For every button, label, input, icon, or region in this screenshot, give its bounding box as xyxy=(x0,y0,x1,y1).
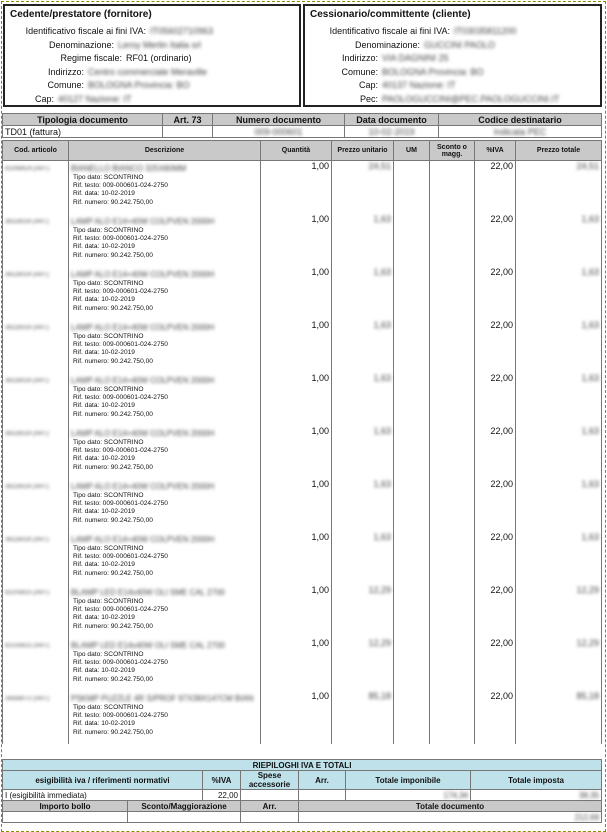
line-ref-data: Rif. data: 10-02-2019 xyxy=(73,402,135,410)
line-desc-main: LAMP ALO E14+40W COLPVEN 2000H xyxy=(71,323,215,332)
line-qty: 1,00 xyxy=(261,585,332,638)
doc-date: 10-02-2019 xyxy=(345,126,439,138)
line-vat: 22,00 xyxy=(475,214,516,267)
line-ref-numero: Rif. numero: 90.242.750,00 xyxy=(73,675,153,683)
col-vat: %IVA xyxy=(475,141,516,161)
supplier-value: RF01 (ordinario) xyxy=(126,53,192,63)
supplier-label: Cap: xyxy=(34,93,54,104)
line-price: 12,29 xyxy=(332,585,394,638)
line-vat: 22,00 xyxy=(475,320,516,373)
line-vat: 22,00 xyxy=(475,161,516,215)
line-qty: 1,00 xyxy=(261,638,332,691)
supplier-row xyxy=(10,93,294,107)
line-total: 12,29 xyxy=(516,585,602,638)
supplier-row xyxy=(10,52,294,66)
line-description xyxy=(69,320,261,373)
line-item-row xyxy=(3,214,602,267)
summary-imponibile: 174,34 xyxy=(346,790,471,801)
customer-row xyxy=(310,93,595,107)
line-ref-tipo: Tipo dato: SCONTRINO xyxy=(73,651,144,658)
line-ref-data: Rif. data: 10-02-2019 xyxy=(73,508,135,516)
customer-label: Identificativo fiscale ai fini IVA: xyxy=(329,26,450,36)
customer-label: Denominazione: xyxy=(354,39,420,50)
line-price: 24,51 xyxy=(332,161,394,215)
line-qty: 1,00 xyxy=(261,214,332,267)
line-ref-testo: Rif. testo: 009-000601-024-2750 xyxy=(73,606,168,614)
doc-type-header: Tipologia documento xyxy=(3,114,163,126)
customer-title: Cessionario/committente (cliente) xyxy=(310,9,471,20)
line-um xyxy=(394,373,430,426)
line-um xyxy=(394,479,430,532)
line-ref-tipo: Tipo dato: SCONTRINO xyxy=(73,174,144,181)
line-ref-data: Rif. data: 10-02-2019 xyxy=(73,455,135,463)
summary-arr-header: Arr. xyxy=(299,771,346,790)
summary-esig: I (esigibilità immediata) xyxy=(3,790,203,801)
summary-imposta: 38,35 xyxy=(471,790,602,801)
footer-total-header: Totale documento xyxy=(299,801,602,812)
summary-spese-header: Spese accessorie xyxy=(241,771,299,790)
vat-summary-table xyxy=(2,759,602,823)
line-total: 1,63 xyxy=(516,426,602,479)
document-table xyxy=(2,113,602,138)
line-ref-numero: Rif. numero: 90.242.750,00 xyxy=(73,198,153,206)
customer-value: IT03035811200 xyxy=(454,26,517,36)
col-qty: Quantità xyxy=(261,141,332,161)
line-code: 36116024 (ART) xyxy=(3,373,69,426)
footer-arr xyxy=(241,812,299,823)
doc-art-header: Art. 73 xyxy=(163,114,213,126)
line-discount xyxy=(430,267,475,320)
customer-row xyxy=(310,25,595,39)
line-um xyxy=(394,320,430,373)
summary-arr xyxy=(299,790,346,801)
line-ref-testo: Rif. testo: 009-000601-024-2750 xyxy=(73,394,168,402)
line-discount xyxy=(430,161,475,215)
line-qty: 1,00 xyxy=(261,426,332,479)
line-ref-data: Rif. data: 10-02-2019 xyxy=(73,614,135,622)
line-desc-main: BLAMP LED E14x40W OLI SME CAL 2700 xyxy=(71,588,225,597)
footer-sconto xyxy=(128,812,241,823)
line-discount xyxy=(430,320,475,373)
customer-label: Cap: xyxy=(358,80,378,90)
line-item-row xyxy=(3,638,602,691)
line-ref-tipo: Tipo dato: SCONTRINO xyxy=(73,386,144,393)
line-ref-numero: Rif. numero: 90.242.750,00 xyxy=(73,622,153,630)
line-um xyxy=(394,267,430,320)
line-vat: 22,00 xyxy=(475,585,516,638)
supplier-row xyxy=(10,39,294,53)
line-description xyxy=(69,532,261,585)
footer-bollo-header: Importo bollo xyxy=(3,801,128,812)
line-description xyxy=(69,691,261,744)
doc-date-header: Data documento xyxy=(345,114,439,126)
summary-imponibile-header: Totale imponibile xyxy=(346,771,471,790)
line-desc-main: LAMP ALO E14+40W COLPVEN 2000H xyxy=(71,376,215,385)
line-price: 1,63 xyxy=(332,214,394,267)
line-ref-numero: Rif. numero: 90.242.750,00 xyxy=(73,728,153,736)
line-code: 36116024 (ART) xyxy=(3,214,69,267)
line-description xyxy=(69,267,261,320)
line-ref-tipo: Tipo dato: SCONTRINO xyxy=(73,280,144,287)
line-item-row xyxy=(3,532,602,585)
line-description xyxy=(69,585,261,638)
line-ref-tipo: Tipo dato: SCONTRINO xyxy=(73,598,144,605)
line-desc-main: LAMP ALO E14+40W COLPVEN 2000H xyxy=(71,535,215,544)
line-items-table xyxy=(2,140,602,744)
supplier-label: Identificativo fiscale ai fini IVA: xyxy=(25,26,146,36)
line-discount xyxy=(430,638,475,691)
line-price: 1,63 xyxy=(332,426,394,479)
line-ref-tipo: Tipo dato: SCONTRINO xyxy=(73,545,144,552)
line-item-row xyxy=(3,691,602,744)
line-total: 1,63 xyxy=(516,479,602,532)
line-item-row xyxy=(3,267,602,320)
line-total: 1,63 xyxy=(516,532,602,585)
line-desc-main: LAMP ALO E14+40W COLPVEN 2000H xyxy=(71,270,215,279)
doc-type: TD01 (fattura) xyxy=(3,126,163,138)
customer-box xyxy=(303,4,602,107)
line-ref-testo: Rif. testo: 009-000601-024-2750 xyxy=(73,659,168,667)
line-total: 24,51 xyxy=(516,161,602,215)
line-ref-data: Rif. data: 10-02-2019 xyxy=(73,561,135,569)
line-ref-tipo: Tipo dato: SCONTRINO xyxy=(73,333,144,340)
line-qty: 1,00 xyxy=(261,532,332,585)
line-code: 36116024 (ART) xyxy=(3,267,69,320)
line-item-row xyxy=(3,320,602,373)
summary-title: RIEPILOGHI IVA E TOTALI xyxy=(3,760,602,771)
line-ref-data: Rif. data: 10-02-2019 xyxy=(73,243,135,251)
line-price: 12,29 xyxy=(332,638,394,691)
line-desc-main: LAMP ALO E14+40W COLPVEN 2000H xyxy=(71,429,215,438)
line-ref-testo: Rif. testo: 009-000601-024-2750 xyxy=(73,447,168,455)
line-qty: 1,00 xyxy=(261,373,332,426)
line-item-row xyxy=(3,426,602,479)
line-vat: 22,00 xyxy=(475,267,516,320)
line-um xyxy=(394,214,430,267)
customer-row xyxy=(310,79,595,93)
supplier-value: IT05602710963 xyxy=(150,26,214,36)
supplier-label: Indirizzo: xyxy=(47,66,84,77)
line-discount xyxy=(430,532,475,585)
line-code: 82105615 (ART) xyxy=(3,585,69,638)
doc-dest-header: Codice destinatario xyxy=(439,114,602,126)
customer-row xyxy=(310,66,595,80)
col-code: Cod. articolo xyxy=(3,141,69,161)
line-vat: 22,00 xyxy=(475,479,516,532)
line-ref-numero: Rif. numero: 90.242.750,00 xyxy=(73,463,153,471)
customer-value: PAOLOGUCCINI@PEC.PAOLOGUCCINI.IT xyxy=(382,93,560,104)
line-ref-numero: Rif. numero: 90.242.750,00 xyxy=(73,251,153,259)
supplier-value: Leroy Merlin Italia srl xyxy=(118,39,202,50)
customer-value: VIA DAGNINI 25 xyxy=(382,53,449,63)
line-discount xyxy=(430,426,475,479)
line-code: 82105615 (ART) xyxy=(3,638,69,691)
doc-art xyxy=(163,126,213,138)
line-qty: 1,00 xyxy=(261,161,332,215)
line-ref-tipo: Tipo dato: SCONTRINO xyxy=(73,492,144,499)
line-ref-data: Rif. data: 10-02-2019 xyxy=(73,190,135,198)
line-code: 36116024 (ART) xyxy=(3,532,69,585)
line-total: 12,29 xyxy=(516,638,602,691)
line-description xyxy=(69,479,261,532)
col-desc: Descrizione xyxy=(69,141,261,161)
line-ref-tipo: Tipo dato: SCONTRINO xyxy=(73,704,144,711)
doc-dest: Indicata PEC xyxy=(439,126,602,138)
supplier-box xyxy=(3,4,301,107)
supplier-row xyxy=(10,66,294,80)
line-ref-numero: Rif. numero: 90.242.750,00 xyxy=(73,569,153,577)
supplier-title: Cedente/prestatore (fornitore) xyxy=(10,9,152,20)
line-price: 1,63 xyxy=(332,373,394,426)
line-total: 85,18 xyxy=(516,691,602,744)
line-ref-testo: Rif. testo: 009-000601-024-2750 xyxy=(73,235,168,243)
line-desc-main: LAMP ALO E14+40W COLPVEN 2000H xyxy=(71,482,215,491)
line-item-row xyxy=(3,585,602,638)
line-ref-numero: Rif. numero: 90.242.750,00 xyxy=(73,410,153,418)
col-price: Prezzo unitario xyxy=(332,141,394,161)
line-code: 81048424 (ART) xyxy=(3,161,69,215)
line-vat: 22,00 xyxy=(475,426,516,479)
line-total: 1,63 xyxy=(516,320,602,373)
footer-total: 212,69 xyxy=(299,812,602,823)
line-ref-numero: Rif. numero: 90.242.750,00 xyxy=(73,357,153,365)
line-ref-tipo: Tipo dato: SCONTRINO xyxy=(73,227,144,234)
doc-number: 009-000601 xyxy=(213,126,345,138)
customer-label: Comune: xyxy=(341,66,378,77)
line-um xyxy=(394,638,430,691)
line-qty: 1,00 xyxy=(261,320,332,373)
line-discount xyxy=(430,585,475,638)
summary-esig-header: esigibilità iva / riferimenti normativi xyxy=(3,771,203,790)
line-desc-main: PSKMP PUZZLE 4R S/PROF 97X38X147CM BIAN xyxy=(71,694,254,703)
line-ref-data: Rif. data: 10-02-2019 xyxy=(73,349,135,357)
customer-value: GUCCINI PAOLO xyxy=(424,39,495,50)
doc-number-header: Numero documento xyxy=(213,114,345,126)
line-vat: 22,00 xyxy=(475,638,516,691)
line-code: 36116024 (ART) xyxy=(3,426,69,479)
line-ref-numero: Rif. numero: 90.242.750,00 xyxy=(73,516,153,524)
supplier-row xyxy=(10,79,294,93)
customer-label: Pec: xyxy=(359,93,378,104)
line-discount xyxy=(430,373,475,426)
line-description xyxy=(69,638,261,691)
summary-vat: 22,00 xyxy=(203,790,241,801)
summary-spese xyxy=(241,790,299,801)
line-ref-testo: Rif. testo: 009-000601-024-2750 xyxy=(73,182,168,190)
line-qty: 1,00 xyxy=(261,479,332,532)
line-vat: 22,00 xyxy=(475,532,516,585)
supplier-value: 40127 Nazione: IT xyxy=(58,93,132,104)
line-desc-main: BLAMP LED E14x40W OLI SME CAL 2700 xyxy=(71,641,225,650)
line-price: 1,63 xyxy=(332,267,394,320)
line-price: 1,63 xyxy=(332,479,394,532)
line-description xyxy=(69,373,261,426)
line-item-row xyxy=(3,479,602,532)
line-discount xyxy=(430,691,475,744)
supplier-value: BOLOGNA Provincia: BO xyxy=(88,80,190,90)
line-qty: 1,00 xyxy=(261,267,332,320)
supplier-value: Centro commerciale Meraville xyxy=(88,66,208,77)
col-discount: Sconto o magg. xyxy=(430,141,475,161)
line-ref-tipo: Tipo dato: SCONTRINO xyxy=(73,439,144,446)
line-total: 1,63 xyxy=(516,214,602,267)
line-um xyxy=(394,585,430,638)
line-ref-data: Rif. data: 10-02-2019 xyxy=(73,296,135,304)
line-qty: 1,00 xyxy=(261,691,332,744)
line-total: 1,63 xyxy=(516,373,602,426)
line-price: 1,63 xyxy=(332,532,394,585)
line-code: 36116024 (ART) xyxy=(3,479,69,532)
line-ref-testo: Rif. testo: 009-000601-024-2750 xyxy=(73,712,168,720)
supplier-label: Regime fiscale: xyxy=(60,53,122,63)
customer-label: Indirizzo: xyxy=(341,53,378,63)
line-ref-testo: Rif. testo: 009-000601-024-2750 xyxy=(73,500,168,508)
customer-row xyxy=(310,52,595,66)
line-ref-numero: Rif. numero: 90.242.750,00 xyxy=(73,304,153,312)
line-code: 36116024 (ART) xyxy=(3,320,69,373)
line-um xyxy=(394,161,430,215)
col-total: Prezzo totale xyxy=(516,141,602,161)
line-vat: 22,00 xyxy=(475,691,516,744)
line-discount xyxy=(430,479,475,532)
line-total: 1,63 xyxy=(516,267,602,320)
supplier-label: Denominazione: xyxy=(48,39,114,50)
summary-vat-header: %IVA xyxy=(203,771,241,790)
line-description xyxy=(69,426,261,479)
customer-row xyxy=(310,39,595,53)
line-description xyxy=(69,214,261,267)
footer-sconto-header: Sconto/Maggiorazione xyxy=(128,801,241,812)
customer-value: BOLOGNA Provincia: BO xyxy=(382,66,484,77)
line-um xyxy=(394,691,430,744)
line-discount xyxy=(430,214,475,267)
footer-bollo xyxy=(3,812,128,823)
line-ref-testo: Rif. testo: 009-000601-024-2750 xyxy=(73,341,168,349)
line-um xyxy=(394,532,430,585)
line-desc-main: LAMP ALO E14+40W COLPVEN 2000H xyxy=(71,217,215,226)
line-ref-data: Rif. data: 10-02-2019 xyxy=(73,667,135,675)
line-ref-testo: Rif. testo: 009-000601-024-2750 xyxy=(73,288,168,296)
line-ref-data: Rif. data: 10-02-2019 xyxy=(73,720,135,728)
line-desc-main: BIANELLO BIANCO 325X80MM xyxy=(71,164,187,173)
line-ref-testo: Rif. testo: 009-000601-024-2750 xyxy=(73,553,168,561)
line-um xyxy=(394,426,430,479)
supplier-row xyxy=(10,25,294,39)
summary-imposta-header: Totale imposta xyxy=(471,771,602,790)
supplier-label: Comune: xyxy=(47,80,84,90)
line-price: 85,18 xyxy=(332,691,394,744)
line-vat: 22,00 xyxy=(475,373,516,426)
customer-value: 40137 Nazione: IT xyxy=(382,80,456,90)
line-code: 34568072 (ART) xyxy=(3,691,69,744)
line-description xyxy=(69,161,261,215)
line-price: 1,63 xyxy=(332,320,394,373)
line-item-row xyxy=(3,161,602,215)
footer-arr-header: Arr. xyxy=(241,801,299,812)
col-um: UM xyxy=(394,141,430,161)
line-item-row xyxy=(3,373,602,426)
